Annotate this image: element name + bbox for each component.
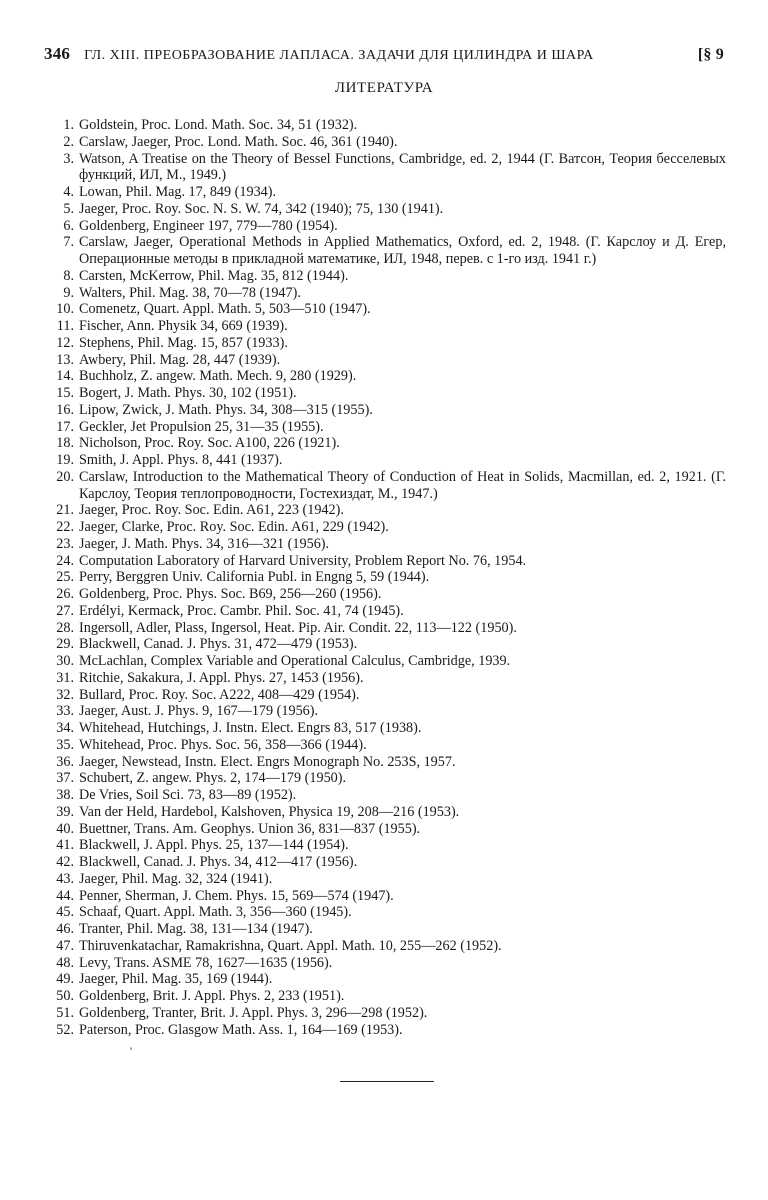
reference-text: Goldenberg, Proc. Phys. Soc. B69, 256—260 (1956). [79, 586, 382, 602]
reference-text: Walters, Phil. Mag. 38, 70—78 (1947). [79, 284, 301, 301]
reference-number: 6. [63, 217, 74, 234]
section-mark: [§ 9 [697, 46, 724, 63]
reference-number: 8. [63, 267, 74, 284]
reference-item [46, 368, 726, 385]
reference-item [46, 318, 726, 335]
reference-item [46, 837, 726, 854]
page-header [44, 44, 724, 64]
reference-number: 36. [56, 753, 74, 770]
reference-text: Buchholz, Z. angew. Math. Mech. 9, 280 (1929). [79, 368, 357, 385]
reference-item [46, 268, 726, 285]
reference-item [46, 687, 726, 704]
reference-item [46, 703, 726, 720]
reference-number: 31. [56, 669, 74, 686]
reference-item [46, 452, 726, 469]
reference-text: Awbery, Phil. Mag. 28, 447 (1939). [79, 351, 281, 368]
reference-text: Carsten, McKerrow, Phil. Mag. 35, 812 (1944). [79, 267, 349, 284]
reference-item [46, 218, 726, 235]
reference-item [46, 553, 726, 570]
end-rule [340, 1081, 434, 1082]
reference-item [46, 469, 726, 503]
reference-item [46, 871, 726, 888]
reference-item [46, 603, 726, 620]
reference-number: 46. [56, 921, 74, 937]
reference-number: 32. [56, 686, 74, 703]
reference-text: Goldenberg, Engineer 197, 779—780 (1954). [79, 217, 338, 234]
reference-item [46, 821, 726, 838]
reference-number: 35. [56, 736, 74, 753]
reference-number: 15. [56, 385, 74, 401]
reference-text: Geckler, Jet Propulsion 25, 31—35 (1955). [79, 418, 324, 435]
reference-item [46, 754, 726, 771]
reference-text: Jaeger, Proc. Roy. Soc. N. S. W. 74, 342 (1940); 75, 130 (1941). [79, 200, 444, 217]
reference-item [46, 720, 726, 737]
reference-number: 25. [56, 569, 74, 586]
reference-number: 13. [56, 351, 74, 368]
reference-item [46, 569, 726, 586]
stray-mark: ' [130, 1044, 133, 1058]
reference-item [46, 435, 726, 452]
reference-number: 12. [56, 334, 74, 351]
reference-number: 27. [56, 602, 74, 619]
reference-text: De Vries, Soil Sci. 73, 83—89 (1952). [79, 787, 297, 803]
reference-number: 19. [56, 452, 74, 468]
reference-number: 44. [56, 887, 74, 904]
reference-item [46, 787, 726, 804]
reference-item [46, 971, 726, 988]
reference-text: Goldenberg, Brit. J. Appl. Phys. 2, 233 (1951). [79, 988, 345, 1004]
running-head: ГЛ. XIII. ПРЕОБРАЗОВАНИЕ ЛАПЛАСА. ЗАДАЧИ ДЛЯ ЦИЛИНДРА И ШАРА [84, 48, 594, 63]
reference-item [46, 151, 726, 185]
reference-text: Computation Laboratory of Harvard University, Problem Report No. 76, 1954. [79, 552, 527, 569]
reference-number: 37. [56, 770, 74, 787]
reference-item [46, 804, 726, 821]
bibliography-title: ЛИТЕРАТУРА [334, 80, 434, 96]
reference-list [46, 117, 726, 1038]
reference-text: Blackwell, Canad. J. Phys. 34, 412—417 (1956). [79, 854, 358, 870]
reference-text: Jaeger, Newstead, Instn. Elect. Engrs Monograph No. 253S, 1957. [79, 753, 456, 770]
reference-number: 49. [56, 971, 74, 988]
reference-item [46, 620, 726, 637]
reference-text: Schaaf, Quart. Appl. Math. 3, 356—360 (1945). [79, 904, 352, 921]
reference-text: Ingersoll, Adler, Plass, Ingersol, Heat. Pip. Air. Condit. 22, 113—122 (1950). [79, 619, 517, 636]
reference-number: 16. [56, 401, 74, 418]
reference-text: Penner, Sherman, J. Chem. Phys. 15, 569—574 (1947). [79, 887, 394, 904]
reference-number: 39. [56, 803, 74, 820]
reference-number: 51. [56, 1004, 74, 1021]
reference-item [46, 385, 726, 402]
reference-item [46, 502, 726, 519]
reference-number: 20. [56, 468, 74, 485]
reference-item [46, 352, 726, 369]
reference-number: 1. [63, 117, 74, 133]
reference-item [46, 636, 726, 653]
reference-number: 38. [56, 787, 74, 803]
reference-number: 17. [56, 418, 74, 435]
reference-item [46, 285, 726, 302]
reference-text: McLachlan, Complex Variable and Operational Calculus, Cambridge, 1939. [79, 653, 511, 669]
reference-text: Goldenberg, Tranter, Brit. J. Appl. Phys. 3, 296—298 (1952). [79, 1004, 428, 1021]
reference-item [46, 904, 726, 921]
reference-text: Ritchie, Sakakura, J. Appl. Phys. 27, 1453 (1956). [79, 669, 364, 686]
reference-text: Perry, Berggren Univ. California Publ. in Engng 5, 59 (1944). [79, 569, 430, 586]
reference-text: Jaeger, Proc. Roy. Soc. Edin. A61, 223 (1942). [79, 502, 344, 519]
reference-item [46, 938, 726, 955]
reference-text: Jaeger, Aust. J. Phys. 9, 167—179 (1956). [79, 703, 319, 720]
reference-number: 33. [56, 703, 74, 720]
reference-text: Jaeger, Phil. Mag. 35, 169 (1944). [79, 971, 273, 988]
reference-number: 10. [56, 301, 74, 318]
reference-number: 4. [63, 184, 74, 200]
reference-number: 7. [63, 234, 74, 251]
reference-number: 34. [56, 720, 74, 736]
reference-item [46, 536, 726, 553]
reference-number: 18. [56, 435, 74, 452]
reference-text: Bogert, J. Math. Phys. 30, 102 (1951). [79, 385, 297, 401]
reference-number: 45. [56, 904, 74, 921]
reference-number: 3. [63, 150, 74, 167]
reference-item [46, 117, 726, 134]
reference-text: Fischer, Ann. Physik 34, 669 (1939). [79, 318, 288, 334]
reference-text: Erdélyi, Kermack, Proc. Cambr. Phil. Soc. 41, 74 (1945). [79, 602, 404, 619]
reference-item [46, 1022, 726, 1039]
reference-number: 21. [56, 502, 74, 519]
reference-number: 29. [56, 636, 74, 653]
reference-number: 23. [56, 535, 74, 552]
reference-text: Blackwell, J. Appl. Phys. 25, 137—144 (1954). [79, 837, 349, 854]
reference-number: 11. [56, 318, 74, 334]
reference-item [46, 888, 726, 905]
reference-text: Carslaw, Jaeger, Operational Methods in Applied Mathematics, Oxford, ed. 2, 1948. (Г. Карслоу и Д. Егер, Операционные методы в прикладной математике, ИЛ, 1948, перев. с 1-го изд. 1941 г.) [79, 234, 726, 267]
reference-number: 30. [56, 653, 74, 669]
reference-text: Whitehead, Hutchings, J. Instn. Elect. Engrs 83, 517 (1938). [79, 720, 422, 736]
page-number: 346 [44, 44, 71, 63]
reference-item [46, 653, 726, 670]
reference-text: Schubert, Z. angew. Phys. 2, 174—179 (1950). [79, 770, 347, 787]
reference-text: Lipow, Zwick, J. Math. Phys. 34, 308—315 (1955). [79, 401, 373, 418]
reference-item [46, 301, 726, 318]
reference-number: 22. [56, 519, 74, 535]
reference-item [46, 988, 726, 1005]
reference-text: Carslaw, Introduction to the Mathematical Theory of Conduction of Heat in Solids, Macmillan, ed. 2, 1921. (Г. Карслоу, Теория теплопроводности, Гостехиздат, М., 1947.) [79, 468, 726, 502]
reference-item [46, 201, 726, 218]
reference-number: 14. [56, 368, 74, 385]
reference-text: Van der Held, Hardebol, Kalshoven, Physica 19, 208—216 (1953). [79, 803, 460, 820]
reference-text: Blackwell, Canad. J. Phys. 31, 472—479 (1953). [79, 636, 358, 653]
reference-item [46, 519, 726, 536]
reference-item [46, 670, 726, 687]
reference-item [46, 770, 726, 787]
reference-text: Carslaw, Jaeger, Proc. Lond. Math. Soc. 46, 361 (1940). [79, 133, 398, 150]
reference-text: Paterson, Proc. Glasgow Math. Ass. 1, 164—169 (1953). [79, 1021, 403, 1038]
reference-text: Jaeger, Clarke, Proc. Roy. Soc. Edin. A61, 229 (1942). [79, 519, 389, 535]
reference-text: Tranter, Phil. Mag. 38, 131—134 (1947). [79, 921, 313, 937]
reference-number: 41. [56, 837, 74, 854]
reference-number: 40. [56, 820, 74, 837]
reference-item [46, 419, 726, 436]
reference-item [46, 184, 726, 201]
reference-item [46, 234, 726, 268]
reference-number: 28. [56, 619, 74, 636]
reference-item [46, 402, 726, 419]
reference-number: 47. [56, 937, 74, 954]
reference-text: Lowan, Phil. Mag. 17, 849 (1934). [79, 184, 277, 200]
reference-text: Stephens, Phil. Mag. 15, 857 (1933). [79, 334, 288, 351]
reference-number: 9. [63, 284, 74, 301]
reference-text: Jaeger, J. Math. Phys. 34, 316—321 (1956). [79, 535, 330, 552]
reference-number: 26. [56, 586, 74, 602]
reference-number: 5. [63, 200, 74, 217]
reference-item [46, 737, 726, 754]
reference-text: Levy, Trans. ASME 78, 1627—1635 (1956). [79, 954, 333, 971]
reference-number: 43. [56, 870, 74, 887]
reference-item [46, 1005, 726, 1022]
reference-text: Jaeger, Phil. Mag. 32, 324 (1941). [79, 870, 273, 887]
reference-text: Watson, A Treatise on the Theory of Bessel Functions, Cambridge, ed. 2, 1944 (Г. Ватсон, Теория бесселевых функций, ИЛ, М., 1949.) [79, 150, 726, 184]
reference-item [46, 134, 726, 151]
reference-text: Thiruvenkatachar, Ramakrishna, Quart. Appl. Math. 10, 255—262 (1952). [79, 937, 502, 954]
reference-number: 50. [56, 988, 74, 1004]
reference-number: 2. [63, 133, 74, 150]
reference-text: Bullard, Proc. Roy. Soc. A222, 408—429 (1954). [79, 686, 360, 703]
reference-text: Whitehead, Proc. Phys. Soc. 56, 358—366 (1944). [79, 736, 367, 753]
reference-number: 24. [56, 552, 74, 569]
reference-number: 42. [56, 854, 74, 870]
reference-number: 48. [56, 954, 74, 971]
reference-item [46, 854, 726, 871]
reference-item [46, 335, 726, 352]
reference-text: Goldstein, Proc. Lond. Math. Soc. 34, 51 (1932). [79, 117, 358, 133]
reference-item [46, 586, 726, 603]
reference-text: Buettner, Trans. Am. Geophys. Union 36, 831—837 (1955). [79, 820, 421, 837]
reference-text: Comenetz, Quart. Appl. Math. 5, 503—510 (1947). [79, 301, 371, 318]
reference-item [46, 955, 726, 972]
reference-text: Nicholson, Proc. Roy. Soc. A100, 226 (1921). [79, 435, 340, 452]
reference-number: 52. [56, 1021, 74, 1038]
reference-item [46, 921, 726, 938]
reference-text: Smith, J. Appl. Phys. 8, 441 (1937). [79, 452, 283, 468]
